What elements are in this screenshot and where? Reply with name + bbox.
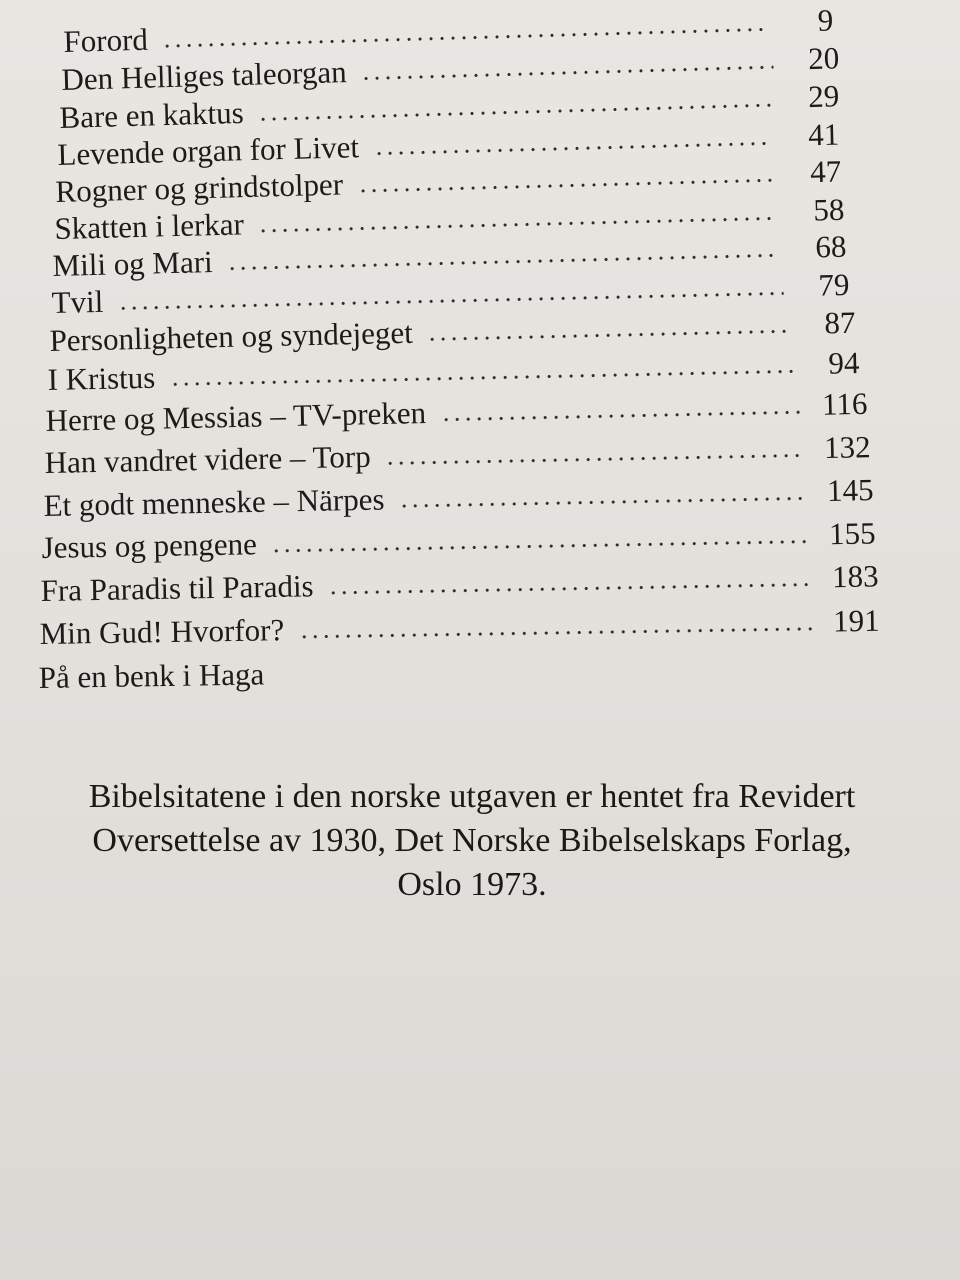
toc-entry-title: Et godt menneske – Närpes — [43, 481, 385, 524]
toc-entry-title: Mili og Mari — [52, 244, 214, 284]
toc-entry-page: 41 — [807, 116, 840, 153]
bible-citation-note — [22, 775, 922, 907]
leader-dots — [385, 453, 805, 465]
toc-entry-title: Jesus og pengene — [41, 526, 258, 566]
leader-dots — [373, 141, 773, 155]
leader-dots — [357, 178, 775, 193]
toc-entry — [38, 653, 459, 696]
note-line: Bibelsitatene i den norske utgaven er hentet fra Revidert — [88, 778, 856, 815]
leader-dots — [258, 216, 779, 233]
toc-entry-page: 58 — [812, 191, 845, 228]
leader-dots — [227, 253, 781, 271]
toc-entry-page: 116 — [821, 385, 868, 422]
toc-entry-title: Han vandret videre – Torp — [44, 438, 372, 481]
toc-entry-page: 20 — [807, 40, 840, 77]
toc-entry-page: 132 — [823, 429, 871, 466]
note-line: Oslo 1973. — [397, 866, 547, 903]
toc-entry-page: 29 — [807, 78, 840, 115]
toc-entry-page: 191 — [832, 602, 880, 639]
leader-dots — [361, 65, 774, 81]
toc-entry — [39, 603, 879, 652]
toc-entry-title: Fra Paradis til Paradis — [40, 568, 314, 609]
leader-dots — [271, 540, 810, 553]
toc-entry-page: 145 — [826, 472, 874, 508]
leader-dots — [440, 410, 801, 422]
leader-dots — [399, 496, 808, 508]
toc-entry — [43, 472, 874, 524]
toc-entry-title: Min Gud! Hvorfor? — [39, 612, 285, 652]
toc-entry-page: 183 — [831, 558, 879, 595]
toc-entry-page: 47 — [809, 153, 842, 190]
leader-dots — [258, 103, 774, 121]
toc-entry-page: 94 — [828, 345, 860, 381]
leader-dots — [169, 369, 793, 386]
toc-entry-title: Herre og Messias – TV-preken — [45, 395, 427, 439]
toc-entry-title: Personligheten og syndejeget — [49, 314, 414, 359]
leader-dots — [328, 583, 813, 595]
toc-entry-page: 155 — [828, 515, 876, 552]
toc-entry — [41, 515, 876, 566]
toc-entry-page — [278, 683, 344, 684]
leader-dots — [298, 627, 813, 639]
leader-dots — [427, 329, 790, 341]
toc-entry-title: I Kristus — [47, 359, 156, 398]
toc-entry-title: På en benk i Haga — [38, 656, 265, 696]
toc-entry-title: Den Helliges taleorgan — [60, 54, 348, 98]
toc-entry — [40, 558, 879, 609]
toc-entry-page: 9 — [817, 2, 834, 38]
toc-entry-title: Tvil — [51, 283, 104, 321]
toc-entry-page: 68 — [814, 228, 847, 265]
note-line: Oversettelse av 1930, Det Norske Bibelselskaps Forlag, — [92, 822, 852, 859]
toc-entry-title: Levende organ for Livet — [57, 129, 360, 173]
toc-entry-title: Skatten i lerkar — [54, 206, 245, 247]
toc-entry — [44, 429, 871, 481]
toc-entry-page: 87 — [823, 304, 856, 341]
toc-entry-title: Rogner og grindstolper — [55, 166, 344, 210]
toc-entry-page: 79 — [817, 266, 850, 303]
toc-entry-title: Forord — [62, 21, 149, 60]
toc-entry-title: Bare en kaktus — [58, 94, 245, 136]
